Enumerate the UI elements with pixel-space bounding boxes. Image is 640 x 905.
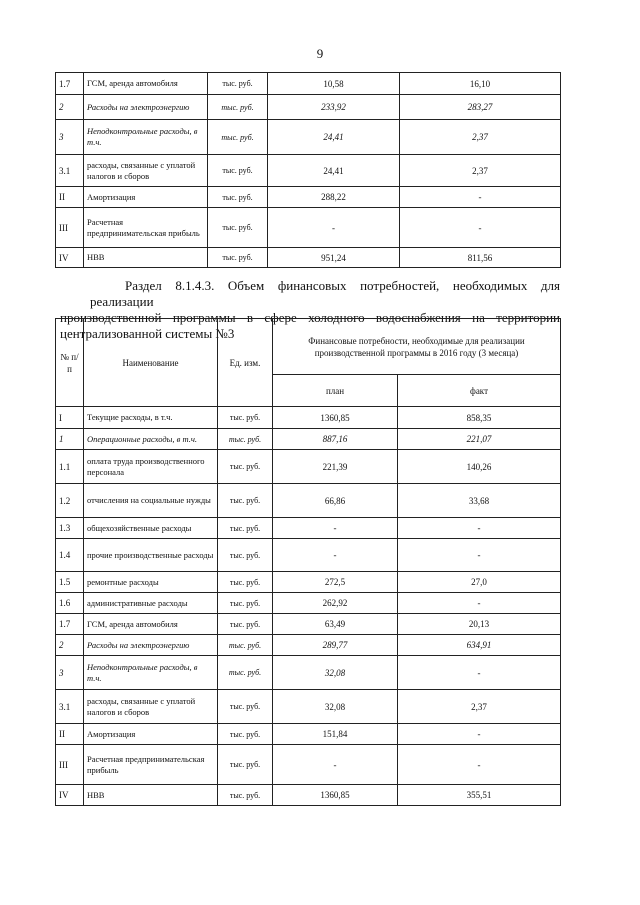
row-name: расходы, связанные с уплатой налогов и сборов xyxy=(84,690,218,724)
row-plan-value: 32,08 xyxy=(273,656,398,690)
row-plan-value: - xyxy=(273,745,398,785)
row-unit: тыс. руб. xyxy=(208,155,268,187)
row-unit: тыс. руб. xyxy=(218,518,273,539)
row-name: НВВ xyxy=(84,785,218,806)
section-heading-first-line: Раздел 8.1.4.3. Объем финансовых потребностей, необходимых для реализации xyxy=(90,278,560,309)
row-number: 1.5 xyxy=(56,572,84,593)
row-fact-value: 140,26 xyxy=(398,450,561,484)
table-row xyxy=(56,155,561,187)
row-fact-value: 33,68 xyxy=(398,484,561,518)
row-number: III xyxy=(56,745,84,785)
table-row xyxy=(56,518,561,539)
row-name: Расходы на электроэнергию xyxy=(84,635,218,656)
row-fact-value: 221,07 xyxy=(398,429,561,450)
table-row xyxy=(56,429,561,450)
row-number: IV xyxy=(56,248,84,268)
row-number: 1 xyxy=(56,429,84,450)
row-unit: тыс. руб. xyxy=(218,484,273,518)
header-unit: Ед. изм. xyxy=(218,319,273,407)
row-number: 1.4 xyxy=(56,539,84,572)
row-name: отчисления на социальные нужды xyxy=(84,484,218,518)
row-number: 3 xyxy=(56,656,84,690)
table-row xyxy=(56,95,561,120)
row-unit: тыс. руб. xyxy=(208,208,268,248)
row-fact-value: - xyxy=(398,724,561,745)
row-name: НВВ xyxy=(84,248,208,268)
header-name: Наименование xyxy=(84,319,218,407)
table-row xyxy=(56,539,561,572)
top-table-body xyxy=(56,73,561,268)
row-number: 3.1 xyxy=(56,155,84,187)
row-plan-value: 951,24 xyxy=(268,248,400,268)
row-number: I xyxy=(56,407,84,429)
row-plan-value: 233,92 xyxy=(268,95,400,120)
row-number: 1.1 xyxy=(56,450,84,484)
row-name: ГСМ, аренда автомобиля xyxy=(84,614,218,635)
row-unit: тыс. руб. xyxy=(218,635,273,656)
row-plan-value: - xyxy=(273,539,398,572)
row-plan-value: 262,92 xyxy=(273,593,398,614)
row-plan-value: 221,39 xyxy=(273,450,398,484)
row-unit: тыс. руб. xyxy=(218,656,273,690)
row-unit: тыс. руб. xyxy=(218,539,273,572)
row-number: 1.2 xyxy=(56,484,84,518)
row-fact-value: 634,91 xyxy=(398,635,561,656)
table-row xyxy=(56,724,561,745)
header-fact: факт xyxy=(398,375,561,407)
row-unit: тыс. руб. xyxy=(218,407,273,429)
main-table-body xyxy=(56,407,561,806)
table-row xyxy=(56,745,561,785)
row-name: Текущие расходы, в т.ч. xyxy=(84,407,218,429)
row-name: ремонтные расходы xyxy=(84,572,218,593)
row-number: 1.7 xyxy=(56,73,84,95)
row-fact-value: 16,10 xyxy=(400,73,561,95)
row-plan-value: 24,41 xyxy=(268,120,400,155)
header-group: Финансовые потребности, необходимые для реализации производственной программы в 2016 году (3 месяца) xyxy=(273,319,561,375)
row-plan-value: 887,16 xyxy=(273,429,398,450)
table-row xyxy=(56,572,561,593)
table-row xyxy=(56,208,561,248)
row-number: 1.7 xyxy=(56,614,84,635)
row-fact-value: - xyxy=(398,593,561,614)
row-name: Неподконтрольные расходы, в т.ч. xyxy=(84,656,218,690)
row-unit: тыс. руб. xyxy=(218,785,273,806)
table-row xyxy=(56,73,561,95)
row-plan-value: 1360,85 xyxy=(273,785,398,806)
row-fact-value: - xyxy=(398,656,561,690)
row-fact-value: 2,37 xyxy=(400,155,561,187)
row-fact-value: - xyxy=(398,539,561,572)
row-number: 1.6 xyxy=(56,593,84,614)
row-number: 2 xyxy=(56,95,84,120)
table-row xyxy=(56,407,561,429)
row-number: III xyxy=(56,208,84,248)
table-row xyxy=(56,635,561,656)
row-plan-value: - xyxy=(273,518,398,539)
table-row xyxy=(56,120,561,155)
section-heading-rest: производственной программы в сфере холодного водоснабжения на территории централизованной системы №3 xyxy=(60,310,560,341)
row-number: 1.3 xyxy=(56,518,84,539)
table-row xyxy=(56,187,561,208)
row-fact-value: 811,56 xyxy=(400,248,561,268)
row-plan-value: 272,5 xyxy=(273,572,398,593)
row-unit: тыс. руб. xyxy=(208,95,268,120)
top-table xyxy=(55,72,561,268)
row-unit: тыс. руб. xyxy=(208,73,268,95)
main-table-header-row-1 xyxy=(56,319,561,375)
row-name: Амортизация xyxy=(84,724,218,745)
row-plan-value: 10,58 xyxy=(268,73,400,95)
row-name: общехозяйственные расходы xyxy=(84,518,218,539)
row-unit: тыс. руб. xyxy=(218,690,273,724)
row-number: II xyxy=(56,724,84,745)
table-row xyxy=(56,248,561,268)
row-fact-value: 2,37 xyxy=(398,690,561,724)
row-plan-value: - xyxy=(268,208,400,248)
row-number: 2 xyxy=(56,635,84,656)
row-unit: тыс. руб. xyxy=(218,614,273,635)
row-unit: тыс. руб. xyxy=(218,450,273,484)
row-plan-value: 289,77 xyxy=(273,635,398,656)
row-name: расходы, связанные с уплатой налогов и сборов xyxy=(84,155,208,187)
row-fact-value: - xyxy=(400,208,561,248)
row-fact-value: 283,27 xyxy=(400,95,561,120)
row-fact-value: - xyxy=(398,745,561,785)
row-fact-value: 355,51 xyxy=(398,785,561,806)
table-row xyxy=(56,614,561,635)
row-unit: тыс. руб. xyxy=(208,187,268,208)
row-plan-value: 32,08 xyxy=(273,690,398,724)
row-unit: тыс. руб. xyxy=(218,429,273,450)
row-fact-value: 2,37 xyxy=(400,120,561,155)
header-plan: план xyxy=(273,375,398,407)
main-table xyxy=(55,318,561,806)
table-row xyxy=(56,656,561,690)
row-fact-value: 20,13 xyxy=(398,614,561,635)
row-plan-value: 63,49 xyxy=(273,614,398,635)
row-name: Расходы на электроэнергию xyxy=(84,95,208,120)
row-name: Амортизация xyxy=(84,187,208,208)
row-fact-value: 858,35 xyxy=(398,407,561,429)
row-name: Расчетная предпринимательская прибыль xyxy=(84,208,208,248)
page-number: 9 xyxy=(316,46,324,61)
row-unit: тыс. руб. xyxy=(208,120,268,155)
row-name: административные расходы xyxy=(84,593,218,614)
row-plan-value: 66,86 xyxy=(273,484,398,518)
row-number: II xyxy=(56,187,84,208)
row-fact-value: - xyxy=(398,518,561,539)
row-unit: тыс. руб. xyxy=(218,572,273,593)
row-number: IV xyxy=(56,785,84,806)
row-plan-value: 151,84 xyxy=(273,724,398,745)
row-plan-value: 1360,85 xyxy=(273,407,398,429)
header-num: № п/п xyxy=(56,319,84,407)
row-name: Неподконтрольные расходы, в т.ч. xyxy=(84,120,208,155)
row-name: оплата труда производственного персонала xyxy=(84,450,218,484)
table-row xyxy=(56,785,561,806)
row-name: Расчетная предпринимательская прибыль xyxy=(84,745,218,785)
row-name: прочие производственные расходы xyxy=(84,539,218,572)
row-name: ГСМ, аренда автомобиля xyxy=(84,73,208,95)
row-plan-value: 24,41 xyxy=(268,155,400,187)
row-plan-value: 288,22 xyxy=(268,187,400,208)
table-row xyxy=(56,593,561,614)
row-fact-value: 27,0 xyxy=(398,572,561,593)
row-name: Операционные расходы, в т.ч. xyxy=(84,429,218,450)
table-row xyxy=(56,484,561,518)
row-number: 3.1 xyxy=(56,690,84,724)
row-unit: тыс. руб. xyxy=(218,724,273,745)
row-number: 3 xyxy=(56,120,84,155)
table-row xyxy=(56,450,561,484)
row-fact-value: - xyxy=(400,187,561,208)
row-unit: тыс. руб. xyxy=(208,248,268,268)
row-unit: тыс. руб. xyxy=(218,593,273,614)
table-row xyxy=(56,690,561,724)
row-unit: тыс. руб. xyxy=(218,745,273,785)
